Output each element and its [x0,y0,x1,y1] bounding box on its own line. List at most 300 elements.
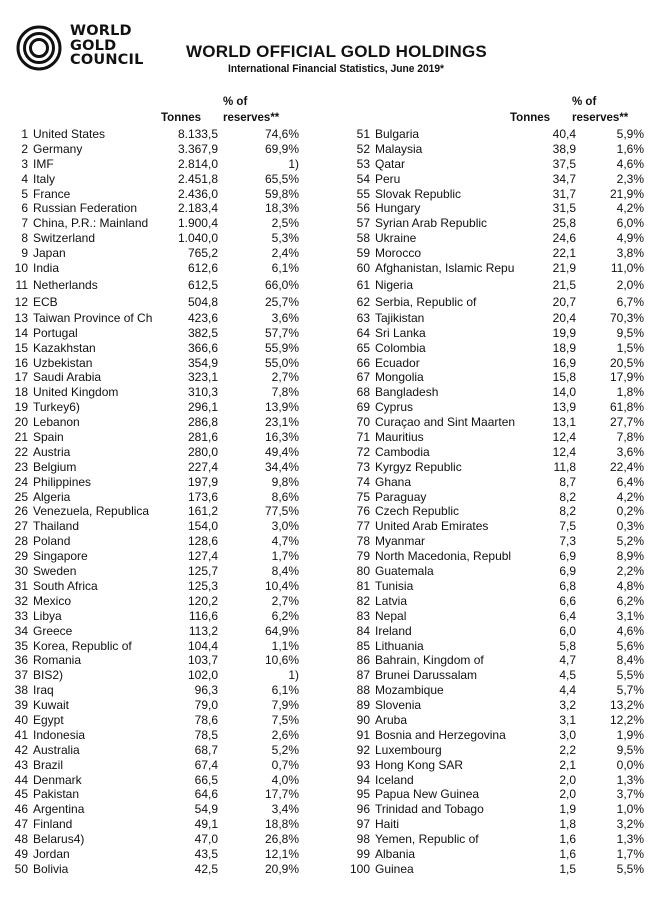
rank-cell: 51 [356,127,370,141]
country-cell: Serbia, Republic of [375,295,477,310]
reserves-pct-cell: 12,1% [264,846,299,861]
rank-cell: 79 [356,549,370,564]
table-row [339,773,659,788]
left-pct-header-line2: reserves** [223,112,280,124]
reserves-pct-cell: 69,9% [264,141,299,156]
rank-cell: 9 [21,246,28,261]
country-cell: Jordan [33,846,70,861]
reserves-pct-cell: 1,7% [616,846,644,861]
country-cell: Australia [33,742,80,757]
tonnes-cell: 103,7 [187,653,218,668]
table-row [339,758,659,773]
country-cell: IMF [33,156,54,171]
country-cell: Belgium [33,459,77,474]
reserves-pct-cell: 3,6% [616,444,644,459]
reserves-pct-cell: 6,4% [616,474,644,489]
rank-cell: 12 [14,295,28,310]
table-row [339,356,659,371]
tonnes-cell: 382,5 [187,325,218,340]
reserves-pct-cell: 4,0% [271,772,299,787]
table-row [339,311,659,326]
table-row [339,293,659,311]
tonnes-cell: 310,3 [187,385,218,400]
table-row [339,370,659,385]
tonnes-cell: 154,0 [187,519,218,534]
country-cell: Romania [33,653,82,668]
tonnes-cell: 8.133,5 [177,127,218,141]
reserves-pct-cell: 18,3% [264,201,299,216]
country-cell: Latvia [375,593,408,608]
table-row [339,728,659,743]
rank-cell: 100 [349,861,370,876]
tonnes-cell: 2,0 [559,787,576,802]
reserves-pct-cell: 7,8% [271,385,299,400]
country-cell: Hungary [375,201,421,216]
tonnes-cell: 49,1 [194,817,218,832]
rank-cell: 64 [356,325,370,340]
rank-cell: 2 [21,141,28,156]
country-cell: Haiti [375,817,400,832]
rank-cell: 94 [356,772,370,787]
country-cell: India [33,261,60,276]
table-row [0,713,320,728]
country-cell: Ghana [375,474,412,489]
reserves-pct-cell: 5,2% [271,742,299,757]
table-row [0,201,320,216]
country-cell: Bahrain, Kingdom of [375,653,484,668]
table-row [339,549,659,564]
rank-cell: 54 [356,171,370,186]
tonnes-cell: 2.436,0 [177,186,218,201]
tonnes-cell: 1,9 [559,802,576,817]
rank-cell: 46 [14,802,28,817]
tonnes-cell: 24,6 [552,231,576,246]
reserves-pct-cell: 6,0% [616,216,644,231]
table-row [0,127,320,142]
rank-cell: 57 [356,216,370,231]
tonnes-cell: 31,5 [552,201,576,216]
country-cell: Mauritius [375,430,424,445]
reserves-pct-cell: 1,1% [271,638,299,653]
country-cell: BIS2) [33,668,64,683]
reserves-pct-cell: 70,3% [609,310,644,325]
country-cell: Slovenia [375,698,422,713]
table-row [0,534,320,549]
rank-cell: 23 [14,459,28,474]
reserves-pct-cell: 1,9% [616,727,644,742]
reserves-pct-cell: 4,2% [616,489,644,504]
country-cell: Bangladesh [375,385,439,400]
reserves-pct-cell: 1,6% [616,141,644,156]
tonnes-cell: 296,1 [187,400,218,415]
rank-cell: 42 [14,742,28,757]
rank-cell: 3 [21,156,28,171]
reserves-pct-cell: 1) [288,156,299,171]
tonnes-cell: 504,8 [187,295,218,310]
country-cell: Philippines [33,474,92,489]
table-row [0,549,320,564]
tonnes-cell: 7,3 [559,534,576,549]
rank-cell: 53 [356,156,370,171]
tonnes-cell: 31,7 [552,186,576,201]
tonnes-cell: 5,8 [559,638,576,653]
country-cell: Singapore [33,549,88,564]
rank-cell: 80 [356,564,370,579]
reserves-pct-cell: 7,8% [616,430,644,445]
table-row [339,445,659,460]
reserves-pct-cell: 3,2% [616,817,644,832]
country-cell: Lithuania [375,638,424,653]
reserves-pct-cell: 4,6% [616,623,644,638]
country-cell: Mexico [33,593,72,608]
reserves-pct-cell: 57,7% [264,325,299,340]
reserves-pct-cell: 6,2% [616,593,644,608]
rank-cell: 22 [14,444,28,459]
table-row [339,246,659,261]
country-cell: Turkey6) [33,400,80,415]
table-row [339,743,659,758]
rank-cell: 14 [14,325,28,340]
table-row [0,231,320,246]
reserves-pct-cell: 5,6% [616,638,644,653]
reserves-pct-cell: 2,5% [271,216,299,231]
country-cell: Bolivia [33,861,69,876]
rank-cell: 21 [14,430,28,445]
tonnes-cell: 47,0 [194,832,218,847]
rank-cell: 97 [356,817,370,832]
country-cell: Switzerland [33,231,96,246]
country-cell: Guinea [375,861,414,876]
reserves-pct-cell: 22,4% [609,459,644,474]
rank-cell: 92 [356,742,370,757]
tonnes-cell: 13,9 [552,400,576,415]
tonnes-cell: 64,6 [194,787,218,802]
tonnes-cell: 612,6 [187,261,218,276]
tonnes-cell: 1,6 [559,846,576,861]
table-row [0,787,320,802]
country-cell: Czech Republic [375,504,460,519]
tonnes-cell: 42,5 [194,861,218,876]
rank-cell: 37 [14,668,28,683]
tonnes-cell: 6,0 [559,623,576,638]
reserves-pct-cell: 34,4% [264,459,299,474]
tonnes-cell: 127,4 [187,549,218,564]
table-row [0,579,320,594]
rank-cell: 20 [14,415,28,430]
rank-cell: 85 [356,638,370,653]
rank-cell: 83 [356,608,370,623]
country-cell: Netherlands [33,277,98,292]
tonnes-cell: 8,2 [559,489,576,504]
tonnes-cell: 3,1 [559,712,576,727]
reserves-pct-cell: 10,4% [264,578,299,593]
reserves-pct-cell: 3,1% [616,608,644,623]
country-cell: Libya [33,608,62,623]
country-cell: Algeria [33,489,71,504]
country-cell: United Kingdom [33,385,119,400]
table-row [0,246,320,261]
reserves-pct-cell: 4,7% [271,534,299,549]
table-row [0,172,320,187]
table-row [0,504,320,519]
tonnes-cell: 612,5 [187,277,218,292]
page-title: WORLD OFFICIAL GOLD HOLDINGS [186,42,487,61]
reserves-pct-cell: 10,6% [264,653,299,668]
table-row [0,293,320,311]
tonnes-cell: 227,4 [187,459,218,474]
tonnes-cell: 323,1 [187,370,218,385]
reserves-pct-cell: 8,4% [271,564,299,579]
tonnes-cell: 34,7 [552,171,576,186]
country-cell: Bosnia and Herzegovina [375,727,506,742]
table-row [339,787,659,802]
tonnes-cell: 11,8 [553,459,576,474]
rank-cell: 29 [14,549,28,564]
rank-cell: 8 [21,231,28,246]
reserves-pct-cell: 55,0% [264,355,299,370]
table-row [0,187,320,202]
table-row [339,385,659,400]
country-cell: Hong Kong SAR [375,757,464,772]
tonnes-cell: 54,9 [194,802,218,817]
country-cell: Paraguay [375,489,427,504]
tonnes-cell: 1.040,0 [177,231,218,246]
tonnes-cell: 66,5 [194,772,218,787]
reserves-pct-cell: 0,3% [616,519,644,534]
rank-cell: 71 [356,430,370,445]
reserves-pct-cell: 13,2% [609,698,644,713]
tonnes-cell: 40,4 [552,127,576,141]
country-cell: Portugal [33,325,78,340]
table-row [0,356,320,371]
rank-cell: 77 [356,519,370,534]
reserves-pct-cell: 2,7% [271,593,299,608]
country-cell: Russian Federation [33,201,138,216]
tonnes-cell: 3,0 [559,727,576,742]
rank-cell: 39 [14,698,28,713]
tonnes-cell: 78,6 [194,712,218,727]
reserves-pct-cell: 8,4% [616,653,644,668]
country-cell: Taiwan Province of Ch [33,310,153,325]
tonnes-cell: 1,5 [559,861,576,876]
table-row [339,415,659,430]
reserves-pct-cell: 12,2% [609,712,644,727]
reserves-pct-cell: 1,0% [616,802,644,817]
tonnes-cell: 161,2 [187,504,218,519]
country-cell: Aruba [375,712,408,727]
reserves-pct-cell: 49,4% [264,444,299,459]
table-row [339,683,659,698]
table-row [339,430,659,445]
country-cell: Tajikistan [375,310,425,325]
tonnes-cell: 3,2 [559,698,576,713]
tonnes-cell: 765,2 [187,246,218,261]
country-cell: Uzbekistan [33,355,93,370]
tonnes-cell: 8,7 [559,474,576,489]
country-cell: Lebanon [33,415,80,430]
rank-cell: 88 [356,683,370,698]
country-cell: Brazil [33,757,64,772]
rank-cell: 24 [14,474,28,489]
reserves-pct-cell: 3,0% [271,519,299,534]
country-cell: Japan [33,246,66,261]
country-cell: Albania [375,846,416,861]
table-row [339,817,659,832]
table-row [339,594,659,609]
tonnes-cell: 20,4 [552,310,576,325]
reserves-pct-cell: 5,5% [616,861,644,876]
reserves-pct-cell: 20,9% [264,861,299,876]
table-row [0,832,320,847]
table-row [0,817,320,832]
rank-cell: 81 [356,578,370,593]
rank-cell: 13 [14,310,28,325]
reserves-pct-cell: 16,3% [264,430,299,445]
table-row [0,430,320,445]
rank-cell: 43 [14,757,28,772]
table-row [339,326,659,341]
rank-cell: 1 [21,127,28,141]
country-cell: Greece [33,623,73,638]
table-row [339,142,659,157]
table-row [339,261,659,276]
table-row [339,231,659,246]
country-cell: South Africa [33,578,98,593]
reserves-pct-cell: 2,6% [271,727,299,742]
table-row [0,475,320,490]
rank-cell: 19 [14,400,28,415]
table-row [339,802,659,817]
tonnes-cell: 20,7 [552,295,576,310]
table-row [339,832,659,847]
table-row [0,490,320,505]
country-cell: Yemen, Republic of [375,832,479,847]
right-pct-header-line2: reserves** [572,112,629,124]
country-cell: Luxembourg [375,742,442,757]
rank-cell: 33 [14,608,28,623]
tonnes-cell: 21,9 [552,261,576,276]
tonnes-cell: 12,4 [552,430,576,445]
reserves-pct-cell: 5,2% [616,534,644,549]
tonnes-cell: 6,9 [559,564,576,579]
country-cell: Ukraine [375,231,417,246]
page-subtitle: International Financial Statistics, June 2019* [227,63,445,75]
reserves-pct-cell: 21,9% [609,186,644,201]
country-cell: Ireland [375,623,412,638]
logo-line-1: WORLD [70,23,132,39]
table-row [339,534,659,549]
country-cell: Peru [375,171,401,186]
table-row [0,370,320,385]
country-cell: Cambodia [375,444,430,459]
country-cell: Nepal [375,608,407,623]
table-row [0,460,320,475]
tonnes-cell: 6,6 [559,593,576,608]
table-row [0,326,320,341]
rank-cell: 73 [356,459,370,474]
reserves-pct-cell: 2,0% [616,277,644,292]
rank-cell: 87 [356,668,370,683]
tonnes-cell: 6,9 [559,549,576,564]
tonnes-cell: 423,6 [187,310,218,325]
table-row [339,475,659,490]
country-cell: Germany [33,141,83,156]
reserves-pct-cell: 4,2% [616,201,644,216]
tonnes-cell: 125,3 [187,578,218,593]
rank-cell: 40 [14,712,28,727]
rank-cell: 62 [356,295,370,310]
country-cell: North Macedonia, Republ [375,549,512,564]
tonnes-cell: 2.183,4 [177,201,218,216]
rank-cell: 30 [14,564,28,579]
rank-cell: 74 [356,474,370,489]
table-row [0,385,320,400]
rank-cell: 32 [14,593,28,608]
reserves-pct-cell: 17,9% [609,370,644,385]
country-cell: Malaysia [375,141,423,156]
tonnes-cell: 2.451,8 [177,171,218,186]
tonnes-cell: 14,0 [552,385,576,400]
table-row [0,142,320,157]
reserves-pct-cell: 26,8% [264,832,299,847]
table-row [339,400,659,415]
table-row [0,728,320,743]
country-cell: Cyprus [375,400,414,415]
tonnes-cell: 2,0 [559,772,576,787]
reserves-pct-cell: 17,7% [264,787,299,802]
rank-cell: 72 [356,444,370,459]
reserves-pct-cell: 1,7% [271,549,299,564]
rank-cell: 26 [14,504,28,519]
country-cell: Argentina [33,802,85,817]
rank-cell: 38 [14,683,28,698]
reserves-pct-cell: 4,6% [616,156,644,171]
country-cell: Denmark [33,772,82,787]
table-row [0,415,320,430]
right-tonnes-header: Tonnes [510,112,551,124]
country-cell: United Arab Emirates [375,519,489,534]
country-cell: Kuwait [33,698,70,713]
reserves-pct-cell: 6,1% [271,683,299,698]
reserves-pct-cell: 2,2% [616,564,644,579]
reserves-pct-cell: 2,4% [271,246,299,261]
reserves-pct-cell: 9,5% [616,325,644,340]
rank-cell: 49 [14,846,28,861]
tonnes-cell: 280,0 [187,444,218,459]
tonnes-cell: 12,4 [552,444,576,459]
table-row [0,802,320,817]
tonnes-cell: 2,1 [559,757,576,772]
reserves-pct-cell: 11,0% [610,261,644,276]
rank-cell: 70 [356,415,370,430]
table-row [339,504,659,519]
reserves-pct-cell: 0,0% [616,757,644,772]
reserves-pct-cell: 3,8% [616,246,644,261]
country-cell: China, P.R.: Mainland [33,216,149,231]
rank-cell: 82 [356,593,370,608]
table-row [0,683,320,698]
rank-cell: 15 [14,340,28,355]
rank-cell: 17 [14,370,28,385]
rank-cell: 27 [14,519,28,534]
rank-cell: 67 [356,370,370,385]
table-row [339,862,659,877]
table-row [339,609,659,624]
reserves-pct-cell: 1,3% [616,832,644,847]
right-table [339,127,659,877]
tonnes-cell: 4,4 [559,683,576,698]
rank-cell: 65 [356,340,370,355]
